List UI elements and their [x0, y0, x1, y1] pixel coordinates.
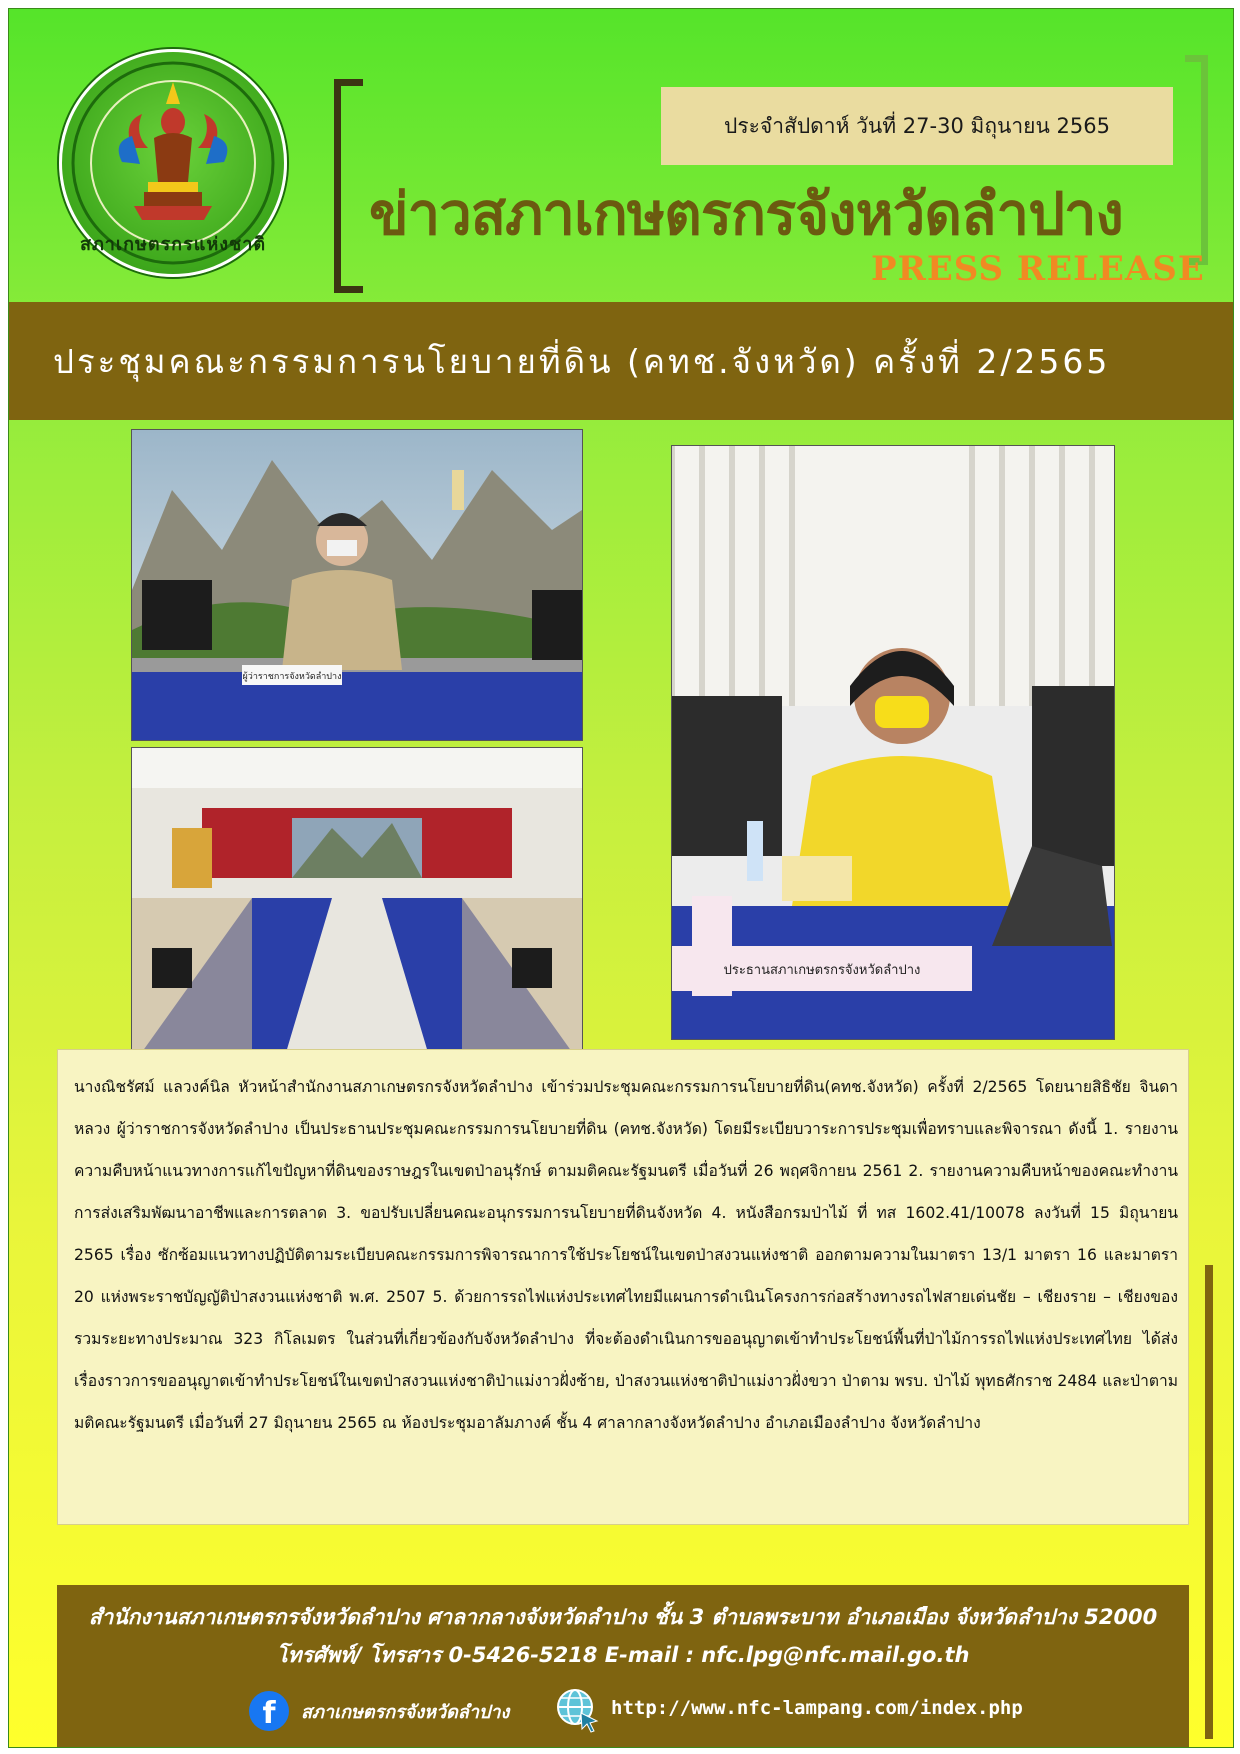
facebook-icon[interactable]: f — [249, 1691, 289, 1731]
issue-date-box — [661, 87, 1173, 165]
photo-governor — [131, 429, 583, 741]
logo-ring-text: สภาเกษตรกรแห่งชาติ — [79, 234, 267, 255]
footer — [57, 1585, 1189, 1747]
right-rule-decoration — [1205, 1265, 1213, 1739]
article-body-box — [57, 1049, 1189, 1525]
globe-cursor-icon[interactable] — [555, 1687, 601, 1733]
footer-address: สำนักงานสภาเกษตรกรจังหวัดลำปาง ศาลากลางจังหวัดลำปาง ชั้น 3 ตำบลพระบาท อำเภอเมือง จังหวัดลำปาง 52000 — [88, 1605, 1158, 1629]
photo-council-chair — [671, 445, 1115, 1040]
footer-contact[interactable]: โทรศัพท์/ โทรสาร 0-5426-5218 E-mail : nfc.lpg@nfc.mail.go.th — [276, 1643, 970, 1667]
newsletter-page — [8, 8, 1234, 1748]
governor-nameplate: ผู้ว่าราชการจังหวัดลำปาง — [242, 672, 342, 682]
website-link[interactable]: http://www.nfc-lampang.com/index.php — [611, 1697, 1023, 1719]
masthead-title: ข่าวสภาเกษตรกรจังหวัดลำปาง — [369, 180, 1123, 248]
headline: ประชุมคณะกรรมการนโยบายที่ดิน (คทช.จังหวัด) ครั้งที่ 2/2565 — [53, 341, 1111, 381]
press-release-label: PRESS RELEASE — [871, 249, 1205, 289]
headline-band — [9, 302, 1233, 420]
left-bracket-decoration — [334, 79, 363, 293]
chair-nameplate: ประธานสภาเกษตรกรจังหวัดลำปาง — [723, 963, 921, 978]
photo-meeting-room — [131, 747, 583, 1067]
issue-date: ประจำสัปดาห์ วันที่ 27-30 มิถุนายน 2565 — [724, 113, 1110, 138]
article-body: นางณิชรัศม์ แลวงค์นิล หัวหน้าสำนักงานสภาเกษตรกรจังหวัดลำปาง เข้าร่วมประชุมคณะกรรมการนโยบายที่ดิน(คทช.จังหวัด) ครั้งที่ 2/2565 โดยนายสิธิชัย จินดาหลวง ผู้ว่าราชการจังหวัดลำปาง เป็นประธานประชุมคณะกรรมการนโยบายที่ดิน (คทช.จังหวัด) โดยมีระเบียบวาระการประชุมเพื่อทราบและพิจารณา ดังนี้ 1. รายงานความคืบหน้าแนวทางการแก้ไขปัญหาที่ดินของราษฎรในเขตป่าอนุรักษ์ ตามมติคณะรัฐมนตรี เมื่อวันที่ 26 พฤศจิกายน 2561 2. รายงานความคืบหน้าของคณะทำงานการส่งเสริมพัฒนาอาชีพและการตลาด 3. ขอปรับเปลี่ยนคณะอนุกรรมการนโยบายที่ดินจังหวัด 4. หนังสือกรมป่าไม้ ที่ ทส 1602.41/10078 ลงวันที่ 15 มิถุนายน 2565 เรื่อง ซักซ้อมแนวทางปฏิบัติตามระเบียบคณะกรรมการพิจารณาการใช้ประโยชน์ในเขตป่าสงวนแห่งชาติ ออกตามความในมาตรา 13/1 มาตรา 16 และมาตรา 20 แห่งพระราชบัญญัติป่าสงวนแห่งชาติ พ.ศ. 2507 5. ด้วยการรถไฟแห่งประเทศไทยมีแผนการดำเนินโครงการก่อสร้างทางรถไฟสายเด่นชัย – เชียงราย – เชียงของ รวมระยะทางประมาณ 323 กิโลเมตร ในส่วนที่เกี่ยวข้องกับจังหวัดลำปาง ที่จะต้องดำเนินการขออนุญาตเข้าทำประโยชน์พื้นที่ป่าไม้การรถไฟแห่งประเทศไทย ได้ส่งเรื่องราวการขออนุญาตเข้าทำประโยชน์ในเขตป่าสงวนแห่งชาติป่าแม่งาวฝั่งซ้าย, ป่าสงวนแห่งชาติป่าแม่งาวฝั่งขวา ป่าตาม พรบ. ป่าไม้ พุทธศักราช 2484 และป่าตามมติคณะรัฐมนตรี เมื่อวันที่ 27 มิถุนายน 2565 ณ ห้องประชุมอาลัมภางค์ ชั้น 4 ศาลากลางจังหวัดลำปาง อำเภอเมืองลำปาง จังหวัดลำปาง — [74, 1078, 1178, 1432]
council-logo — [59, 49, 287, 277]
facebook-page-link[interactable]: สภาเกษตรกรจังหวัดลำปาง — [301, 1702, 510, 1723]
